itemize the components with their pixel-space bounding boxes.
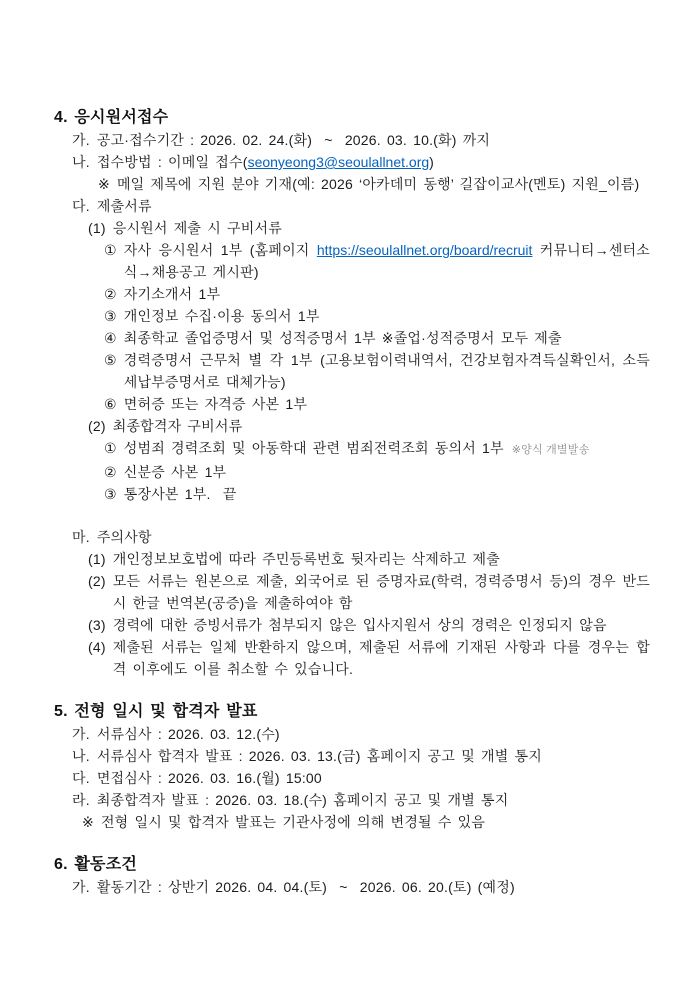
circled-number: ⑤ [104,352,117,368]
list-marker: (3) [88,617,106,633]
doc-item-application-form [54,239,650,283]
caution-item-no-return [54,636,650,680]
sub2-title-text: 최종합격자 구비서류 [112,418,243,434]
form-delivery-note: ※양식 개별발송 [511,444,590,456]
line-apply-method [54,151,650,173]
self-introduction-text: 자기소개서 1부 [123,286,221,302]
document-screening-text: 서류심사 : 2026. 03. 12.(수) [96,726,280,742]
schedule-item-final-result [54,789,650,811]
line-mail-subject-note [54,173,650,195]
circled-number: ② [104,464,117,480]
circled-number: ② [104,286,117,302]
caution-resident-number-text: 개인정보보호법에 따라 주민등록번호 뒷자리는 삭제하고 제출 [112,551,500,567]
cautions-block [54,526,650,680]
record-check-text [124,437,650,461]
list-marker: 다. [72,198,90,214]
id-copy-text: 신분증 사본 1부 [123,464,227,480]
line-notice-period [54,129,650,151]
caution-item-resident-number [54,548,650,570]
document-result-text: 서류심사 합격자 발표 : 2026. 03. 13.(금) 홈페이지 공고 및 개별 통지 [96,748,542,764]
line-sub2-title [54,415,650,437]
final-doc-item-id-copy [54,461,650,483]
submission-docs-text: 제출서류 [96,198,152,214]
section-5-heading: 5. 전형 일시 및 합격자 발표 [54,703,258,720]
privacy-consent-text: 개인정보 수집·이용 동의서 1부 [123,308,320,324]
schedule-item-interview [54,767,650,789]
career-certificate-text: 경력증명서 근무처 별 각 1부 (고용보험이력내역서, 건강보험자격득실확인서, 소득세납부증명서로 대체가능) [123,352,650,390]
list-marker: (1) [88,220,106,236]
doc-item-diploma [54,327,650,349]
caution-item-original-docs [54,570,650,614]
final-result-text: 최종합격자 발표 : 2026. 03. 18.(수) 홈페이지 공고 및 개별 통지 [96,792,509,808]
recruit-url-link[interactable]: https://seoulallnet.org/board/recruit [316,242,533,258]
section-4-heading: 4. 응시원서접수 [54,109,169,126]
application-form-suffix: 커뮤니티→센터소식→채용공고 게시판) [123,242,651,280]
list-marker: (2) [88,418,106,434]
circled-number: ③ [104,486,117,502]
activity-period-item [54,876,650,898]
activity-period-text: 활동기간 : 상반기 2026. 04. 04.(토) ~ 2026. 06. 20.(토) (예정) [96,879,515,895]
bankbook-copy-text: 통장사본 1부. 끝 [123,486,237,502]
circled-number: ① [104,440,117,456]
caution-original-docs-text: 모든 서류는 원본으로 제출, 외국어로 된 증명자료(학력, 경력증명서 등)의 경우 반드시 한글 번역본(공증)을 제출하여야 함 [112,573,650,611]
circled-number: ① [104,242,117,258]
interview-text: 면접심사 : 2026. 03. 16.(월) 15:00 [96,770,322,786]
list-marker: 라. [72,792,90,808]
email-link[interactable]: seonyeong3@seoulallnet.org [247,154,430,170]
circled-number: ⑥ [104,396,117,412]
list-marker: (2) [88,573,106,589]
diploma-text: 최종학교 졸업증명서 및 성적증명서 1부 ※졸업·성적증명서 모두 제출 [123,330,562,346]
doc-item-career-certificate [54,349,650,393]
schedule-item-document-screening [54,723,650,745]
section-6-heading: 6. 활동조건 [54,856,138,873]
reference-mark: ※ [98,176,110,192]
application-form-prefix: 자사 응시원서 1부 (홈페이지 [123,242,317,258]
section-screening-schedule [54,700,650,833]
schedule-change-note-text: 전형 일시 및 합격자 발표는 기관사정에 의해 변경될 수 있음 [100,814,486,830]
doc-item-privacy-consent [54,305,650,327]
circled-number: ③ [104,308,117,324]
section-activity-conditions [54,853,650,898]
list-marker: (1) [88,551,106,567]
mail-subject-note-text: 메일 제목에 지원 분야 기재(예: 2026 ‘아카데미 동행’ 길잡이교사(멘토) 지원_이름) [116,176,640,192]
apply-method-text [97,151,650,173]
list-marker: 가. [72,132,90,148]
list-marker: 나. [72,154,90,170]
circled-number: ④ [104,330,117,346]
list-marker: 가. [72,879,90,895]
final-doc-item-record-check [54,437,650,461]
notice-period-text: 공고·접수기간 : 2026. 02. 24.(화) ~ 2026. 03. 10.(화) 까지 [96,132,491,148]
application-form-text [124,239,650,283]
list-marker: 마. [72,529,90,545]
caution-item-career-proof [54,614,650,636]
caution-no-return-text: 제출된 서류는 일체 반환하지 않으며, 제출된 서류에 기재된 사항과 다를 경우는 합격 이후에도 이를 취소할 수 있습니다. [112,639,650,677]
doc-item-license-copy [54,393,650,415]
caution-career-proof-text: 경력에 대한 증빙서류가 첨부되지 않은 입사지원서 상의 경력은 인정되지 않음 [112,617,607,633]
reference-mark: ※ [82,814,94,830]
list-marker: (4) [88,639,106,655]
record-check-main: 성범죄 경력조회 및 아동학대 관련 범죄전력조회 동의서 1부 [123,440,504,456]
list-marker: 다. [72,770,90,786]
apply-method-suffix: ) [429,154,435,170]
license-copy-text: 면허증 또는 자격증 사본 1부 [123,396,308,412]
doc-item-self-introduction [54,283,650,305]
schedule-item-document-result [54,745,650,767]
line-sub1-title [54,217,650,239]
final-doc-item-bankbook-copy [54,483,650,505]
cautions-title-text: 주의사항 [96,529,152,545]
list-marker: 나. [72,748,90,764]
list-marker: 가. [72,726,90,742]
line-cautions-title [54,526,650,548]
apply-method-prefix: 접수방법 : 이메일 접수( [96,154,248,170]
schedule-change-note [54,811,650,833]
line-submission-docs [54,195,650,217]
section-application-submission [54,106,650,680]
sub1-title-text: 응시원서 제출 시 구비서류 [112,220,282,236]
